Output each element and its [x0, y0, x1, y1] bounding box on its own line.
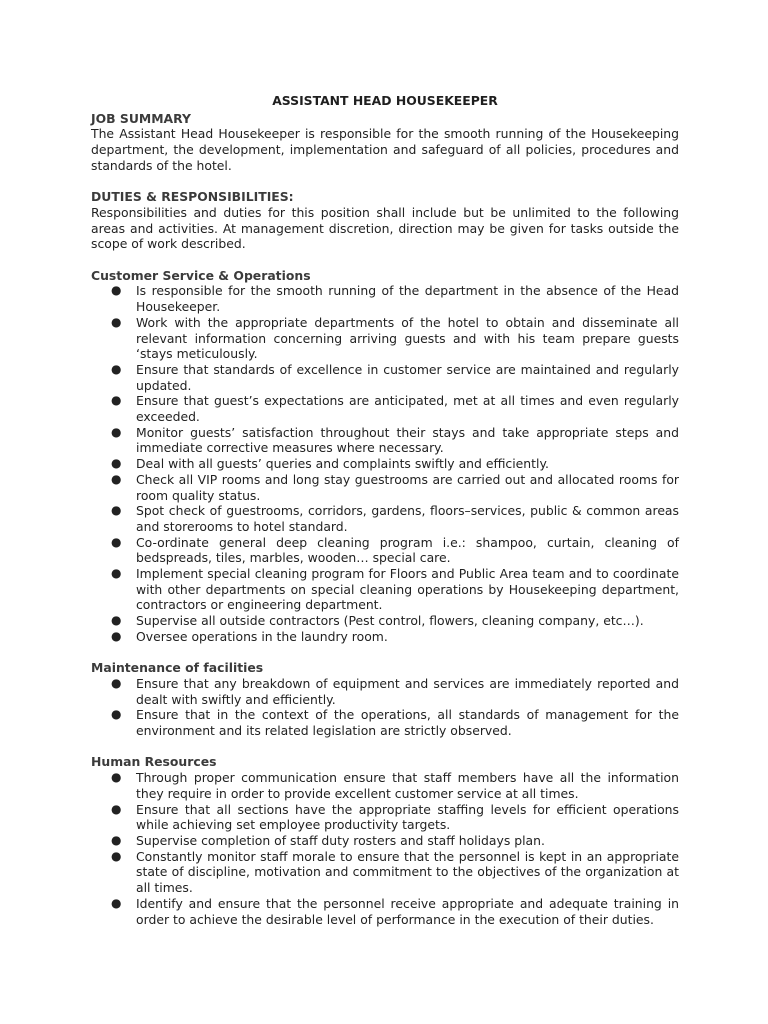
bullet-icon: ● — [111, 534, 122, 549]
list-item-text: Deal with all guests’ queries and complaints swiftly and efficiently. — [136, 456, 549, 472]
list-item-text: Identify and ensure that the personnel receive appropriate and adequate training in order to achieve the desirable level of performance in the execution of their duties. — [136, 895, 679, 927]
bullet-icon: ● — [111, 848, 122, 863]
list-item-text: Constantly monitor staff morale to ensure that the personnel is kept in an appropriate state of discipline, motivation and commitment to the objectives of the organization at all times. — [136, 848, 679, 896]
list-item — [91, 283, 679, 314]
bullet-icon: ● — [111, 895, 122, 910]
document-page — [91, 93, 679, 927]
spacer — [91, 645, 679, 661]
bullet-icon: ● — [111, 613, 122, 628]
bullet-icon: ● — [111, 566, 122, 581]
list-item-text: Check all VIP rooms and long stay guestrooms are carried out and allocated rooms for room quality status. — [136, 471, 679, 503]
list-item — [91, 676, 679, 707]
spacer — [91, 739, 679, 755]
spacer — [91, 174, 679, 190]
bullet-icon: ● — [111, 471, 122, 486]
bullet-icon: ● — [111, 314, 122, 329]
list-item — [91, 362, 679, 393]
list-item — [91, 393, 679, 424]
job-summary-text: The Assistant Head Housekeeper is responsible for the smooth running of the Housekeeping department, the development, implementation and safeguard of all policies, procedures and standards of the hotel. — [91, 126, 679, 173]
bullet-icon: ● — [111, 393, 122, 408]
list-item — [91, 770, 679, 801]
bullet-icon: ● — [111, 503, 122, 518]
list-item — [91, 802, 679, 833]
bullet-icon: ● — [111, 424, 122, 439]
human-resources-list — [91, 770, 679, 927]
bullet-icon: ● — [111, 832, 122, 847]
list-item-text: Ensure that standards of excellence in customer service are maintained and regularly updated. — [136, 361, 679, 393]
customer-service-list — [91, 283, 679, 644]
list-item-text: Co-ordinate general deep cleaning program i.e.: shampoo, curtain, cleaning of bedspreads, tiles, marbles, wooden… special care. — [136, 534, 679, 566]
document-title: ASSISTANT HEAD HOUSEKEEPER — [272, 93, 498, 108]
list-item-text: Is responsible for the smooth running of the department in the absence of the Head Housekeeper. — [136, 283, 679, 315]
bullet-icon: ● — [111, 675, 122, 690]
list-item — [91, 629, 679, 645]
bullet-icon: ● — [111, 456, 122, 471]
job-summary-heading: JOB SUMMARY — [91, 110, 191, 126]
bullet-icon: ● — [111, 628, 122, 643]
section-heading-maintenance: Maintenance of facilities — [91, 660, 264, 676]
list-item-text: Ensure that guest’s expectations are anticipated, met at all times and even regularly exceeded. — [136, 393, 679, 425]
list-item — [91, 566, 679, 613]
list-item — [91, 833, 679, 849]
list-item-text: Ensure that all sections have the appropriate staffing levels for efficient operations while achieving set employee productivity targets. — [136, 801, 679, 833]
list-item — [91, 503, 679, 534]
list-item-text: Oversee operations in the laundry room. — [136, 628, 388, 644]
bullet-icon: ● — [111, 361, 122, 376]
section-heading-customer-service: Customer Service & Operations — [91, 267, 311, 283]
list-item-text: Ensure that in the context of the operations, all standards of management for the environment and its related legislation are strictly observed. — [136, 707, 679, 739]
bullet-icon: ● — [111, 283, 122, 298]
list-item-text: Spot check of guestrooms, corridors, gardens, floors–services, public & common areas and storerooms to hotel standard. — [136, 503, 679, 534]
list-item-text: Through proper communication ensure that staff members have all the information they require in order to provide excellent customer service at all times. — [136, 770, 679, 801]
list-item — [91, 456, 679, 472]
duties-text: Responsibilities and duties for this position shall include but be unlimited to the following areas and activities. At management discretion, direction may be given for tasks outside the scope of work described. — [91, 204, 679, 252]
bullet-icon: ● — [111, 801, 122, 816]
bullet-icon: ● — [111, 770, 122, 785]
list-item — [91, 425, 679, 456]
list-item — [91, 535, 679, 566]
list-item — [91, 849, 679, 896]
list-item — [91, 472, 679, 503]
maintenance-list — [91, 676, 679, 739]
spacer — [91, 252, 679, 268]
bullet-icon: ● — [111, 707, 122, 722]
list-item-text: Monitor guests’ satisfaction throughout their stays and take appropriate steps and immediate corrective measures where necessary. — [136, 424, 679, 456]
list-item — [91, 315, 679, 362]
duties-heading: DUTIES & RESPONSIBILITIES: — [91, 189, 294, 205]
section-heading-human-resources: Human Resources — [91, 754, 217, 770]
list-item — [91, 613, 679, 629]
list-item — [91, 896, 679, 927]
list-item — [91, 707, 679, 738]
list-item-text: Implement special cleaning program for Floors and Public Area team and to coordinate with other departments on special cleaning operations by Housekeeping department, contractors or engineering department. — [136, 566, 679, 613]
list-item-text: Work with the appropriate departments of the hotel to obtain and disseminate all relevant information concerning arriving guests and with his team prepare guests ‘stays meticulously. — [136, 314, 679, 362]
list-item-text: Supervise all outside contractors (Pest control, flowers, cleaning company, etc…). — [136, 613, 644, 629]
list-item-text: Ensure that any breakdown of equipment and services are immediately reported and dealt with swiftly and efficiently. — [136, 675, 679, 707]
list-item-text: Supervise completion of staff duty rosters and staff holidays plan. — [136, 832, 545, 848]
